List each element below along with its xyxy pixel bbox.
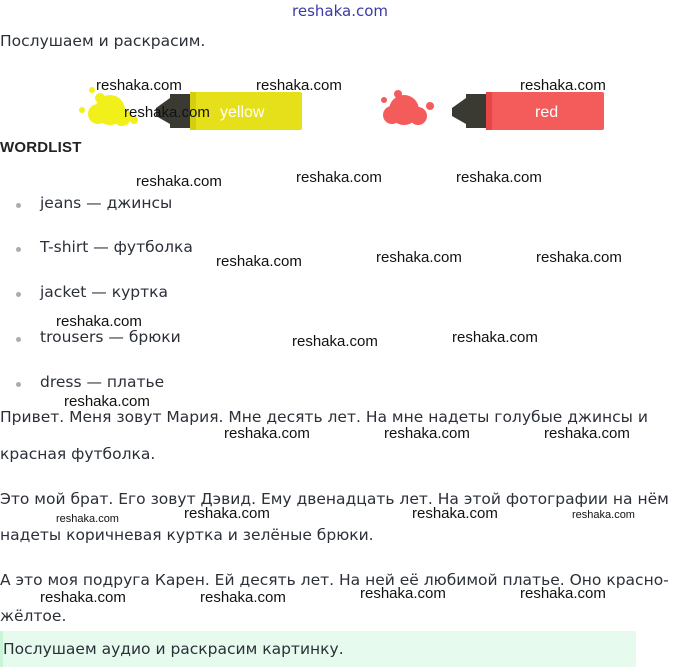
watermark: reshaka.com <box>572 509 635 521</box>
watermark: reshaka.com <box>520 585 606 602</box>
bullet-icon <box>16 292 21 297</box>
watermark: reshaka.com <box>224 425 310 442</box>
watermark: reshaka.com <box>412 505 498 522</box>
watermark: reshaka.com <box>40 589 126 606</box>
instruction-banner <box>0 631 636 667</box>
marker-label-red: red <box>535 104 559 121</box>
bullet-icon <box>16 382 21 387</box>
watermark: reshaka.com <box>296 169 382 186</box>
watermark: reshaka.com <box>256 77 342 94</box>
watermark: reshaka.com <box>536 249 622 266</box>
wordlist-entry: jeans — джинсы <box>40 194 173 212</box>
site-title[interactable]: reshaka.com <box>292 2 388 20</box>
wordlist-title: WORDLIST <box>0 139 82 156</box>
watermark: reshaka.com <box>376 249 462 266</box>
watermark: reshaka.com <box>56 513 119 525</box>
wordlist-entry: jacket — куртка <box>40 283 168 301</box>
watermark: reshaka.com <box>124 104 210 121</box>
intro-text: Послушаем и раскрасим. <box>0 32 206 50</box>
marker-icon <box>452 92 604 130</box>
paragraph-line: жёлтое. <box>0 607 67 625</box>
watermark: reshaka.com <box>384 425 470 442</box>
watermark: reshaka.com <box>136 173 222 190</box>
watermark: reshaka.com <box>544 425 630 442</box>
watermark: reshaka.com <box>64 393 150 410</box>
bullet-icon <box>16 203 21 208</box>
watermark: reshaka.com <box>56 313 142 330</box>
watermark: reshaka.com <box>200 589 286 606</box>
paint-splash-icon <box>381 90 434 125</box>
watermark: reshaka.com <box>520 77 606 94</box>
watermark: reshaka.com <box>96 77 182 94</box>
watermark: reshaka.com <box>184 505 270 522</box>
paragraph-line: Это мой брат. Его зовут Дэвид. Ему двенадцать лет. На этой фотографии на нём <box>0 490 669 508</box>
bullet-icon <box>16 247 21 252</box>
paragraph-line: Привет. Меня зовут Мария. Мне десять лет. На мне надеты голубые джинсы и <box>0 408 648 426</box>
wordlist-entry: dress — платье <box>40 373 165 391</box>
paragraph-line: А это моя подруга Карен. Ей десять лет. На ней её любимой платье. Оно красно- <box>0 571 669 589</box>
banner-text: Послушаем аудио и раскрасим картинку. <box>3 640 344 658</box>
watermark: reshaka.com <box>360 585 446 602</box>
bullet-icon <box>16 337 21 342</box>
wordlist-entry: trousers — брюки <box>40 328 181 346</box>
paragraph-line: красная футболка. <box>0 445 156 463</box>
watermark: reshaka.com <box>456 169 542 186</box>
watermark: reshaka.com <box>216 253 302 270</box>
marker-label-yellow: yellow <box>220 104 265 121</box>
watermark: reshaka.com <box>452 329 538 346</box>
watermark: reshaka.com <box>292 333 378 350</box>
paragraph-line: надеты коричневая куртка и зелёные брюки. <box>0 526 374 544</box>
wordlist-entry: T-shirt — футболка <box>40 238 193 256</box>
